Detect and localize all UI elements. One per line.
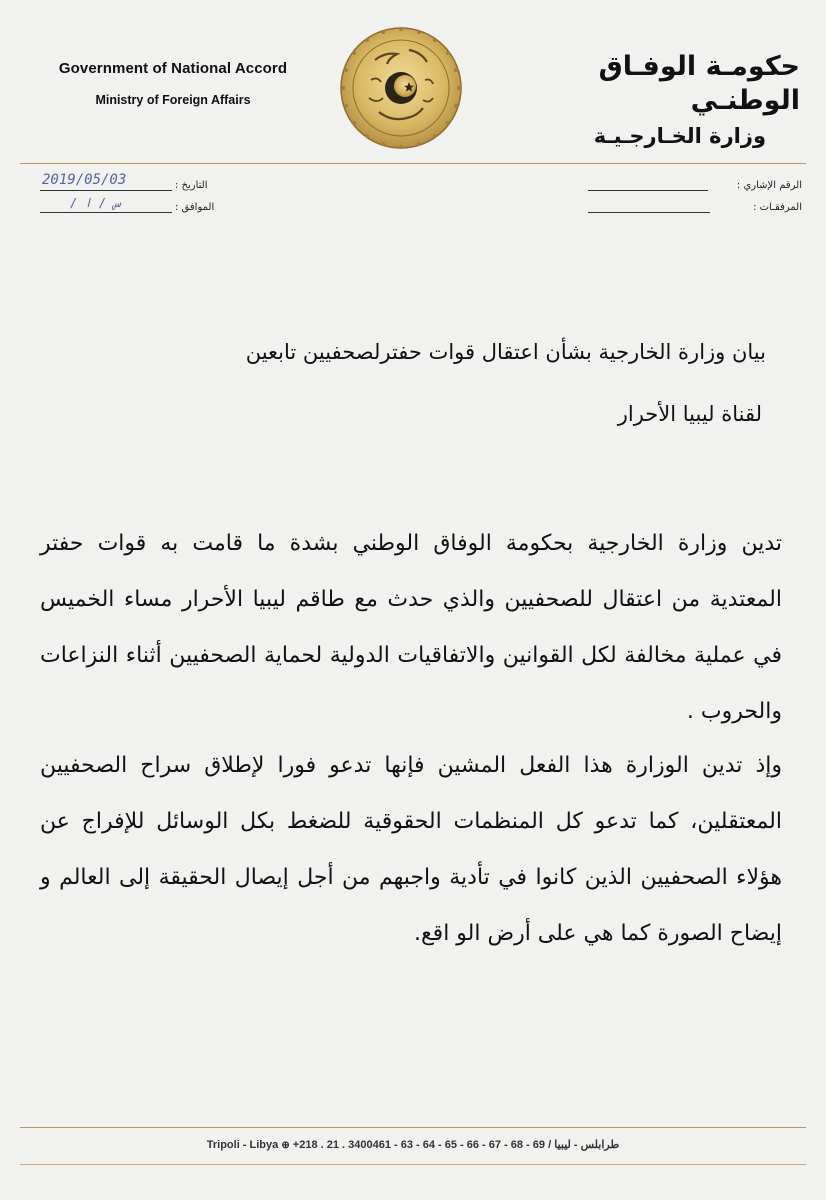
- date-label: التاريخ :: [175, 180, 208, 191]
- header-divider: [20, 163, 806, 164]
- arabic-header: [500, 50, 800, 148]
- statement-paragraph-1: تدين وزارة الخارجية بحكومة الوفاق الوطني بشدة ما قامت به قوات حفتر المعتدية من اعتقال للصحفيين والذي حدث مع طاقم ليبيا الأحرار مساء الخميس في عملية مخالفة لكل القوانين والاتفاقيات الدولية لحماية الصحفيين أثناء النزاعات والحروب .: [40, 531, 782, 724]
- footer-divider-bottom: [20, 1164, 806, 1165]
- footer-divider-top: [20, 1127, 806, 1128]
- statement-headline-line2: لقناة ليبيا الأحرار: [617, 402, 762, 426]
- footer-phones: +218 . 21 . 3400461 - 63 - 64 - 65 - 66 - 67 - 68 - 69 / طرابلس - ليبيا: [292, 1139, 620, 1151]
- corresponding-line: [40, 212, 172, 213]
- english-government-title: Government of National Accord: [58, 60, 288, 77]
- date-line: [40, 190, 172, 191]
- handwritten-corresponding: / س / ا: [70, 196, 121, 210]
- attachments-label: المرفقـات :: [753, 202, 802, 213]
- english-ministry-title: Ministry of Foreign Affairs: [95, 93, 251, 107]
- statement-paragraph-2: وإذ تدين الوزارة هذا الفعل المشين فإنها تدعو فورا لإطلاق سراح الصحفيين المعتقلين، كما تدعو كل المنظمات الحقوقية للضغط بكل الوسائل للإفراج عن هؤلاء الصحفيين الذين كانوا في تأدية واجبهم من أجل إيصال الحقيقة إلى العالم و إيضاح الصورة كما هي على أرض الو اقع.: [40, 753, 782, 946]
- footer-contact: [0, 1138, 826, 1151]
- reference-number-label: الرقم الإشاري :: [736, 180, 802, 191]
- attachments-line: [588, 212, 710, 213]
- statement-headline-line1: بيان وزارة الخارجية بشأن اعتقال قوات حفترلصحفيين تابعين: [245, 340, 766, 364]
- globe-icon: ⊕: [281, 1140, 290, 1151]
- handwritten-date: 2019/05/03: [42, 172, 127, 188]
- english-header: [28, 60, 318, 107]
- government-seal-icon: [339, 20, 463, 156]
- corresponding-label: الموافق :: [175, 202, 215, 213]
- arabic-government-title: حكومـة الوفـاق الوطنـي: [598, 51, 800, 116]
- footer-city: Tripoli - Libya: [206, 1139, 279, 1151]
- reference-number-line: [588, 190, 708, 191]
- arabic-ministry-title: وزارة الخـارجـيـة: [593, 124, 766, 148]
